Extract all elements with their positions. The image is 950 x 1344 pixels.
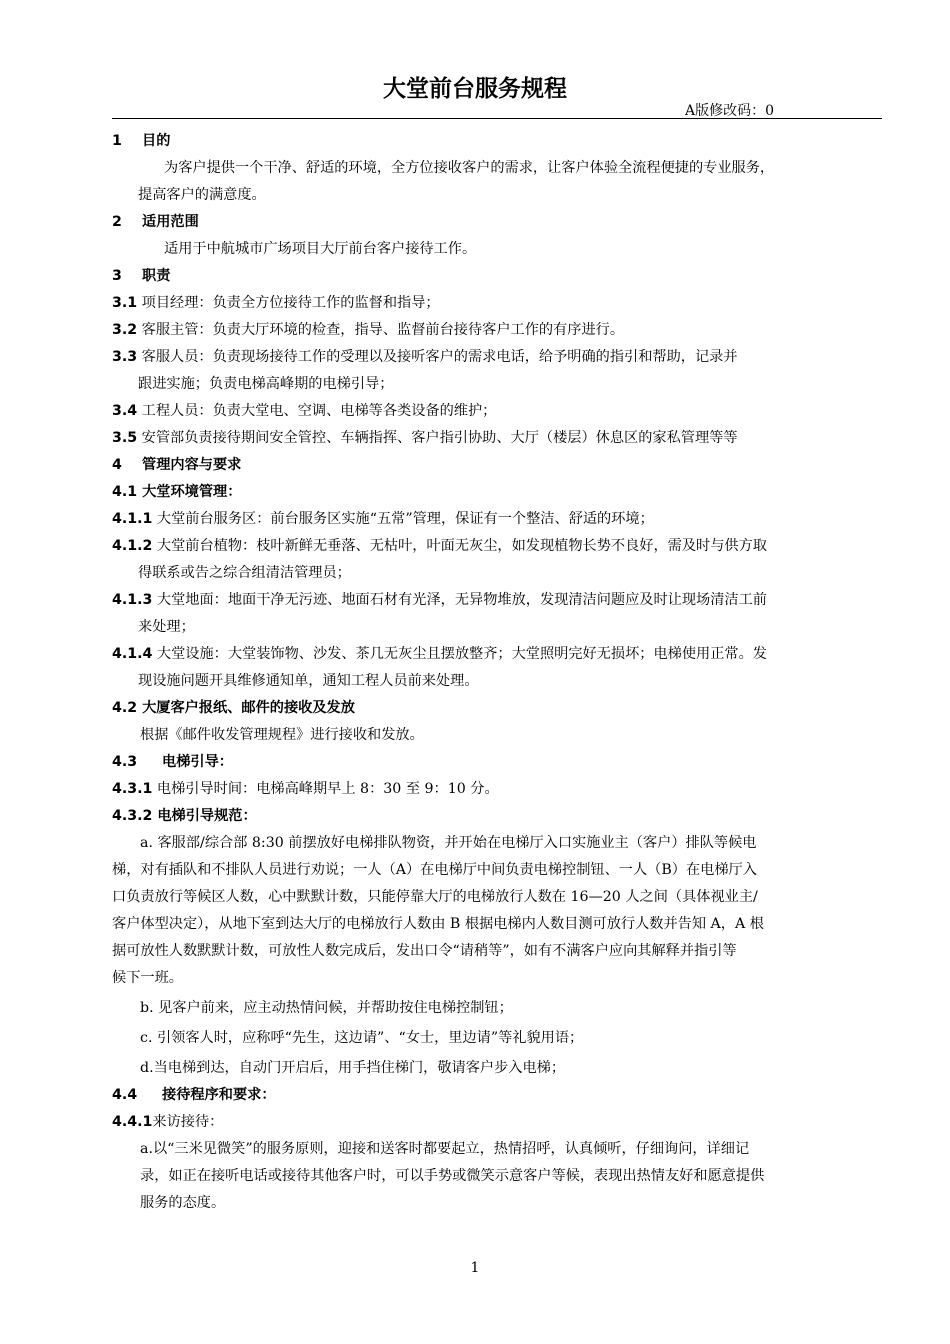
item-text: 大堂前台服务区：前台服务区实施“五常”管理，保证有一个整洁、舒适的环境；: [156, 511, 654, 527]
section-number: 4: [112, 457, 122, 473]
item-3-5: [112, 425, 887, 452]
item-number: 3.2: [112, 322, 138, 338]
subsection-4-1-heading: 4.1 大堂环境管理：: [112, 484, 242, 500]
document-body: [112, 128, 887, 1217]
item-number: 3.5: [112, 430, 138, 446]
section-1-heading: [112, 128, 887, 155]
item-number: 4.1.1: [112, 511, 153, 527]
item-text: 客服人员：负责现场接待工作的受理以及接听客户的需求电话，给予明确的指引和帮助，记录并: [141, 349, 738, 365]
paragraph-line: 服务的态度。: [140, 1195, 226, 1211]
page-number: 1: [470, 1260, 480, 1276]
item-4-1-3: [112, 587, 887, 614]
section-title: 接待程序和要求：: [162, 1087, 276, 1103]
paragraph-line: d.当电梯到达，自动门开启后，用手挡住梯门，敬请客户步入电梯；: [140, 1060, 566, 1076]
item-3-3: [112, 344, 887, 371]
paragraph-line: 根据《邮件收发管理规程》进行接收和发放。: [140, 727, 424, 743]
paragraph-line: 适用于中航城市广场项目大厅前台客户接待工作。: [164, 241, 477, 257]
paragraph-line: a.以“三米见微笑”的服务原则，迎接和送客时都要起立，热情招呼，认真倾听，仔细询问，详细记: [140, 1141, 750, 1157]
item-3-4: [112, 398, 887, 425]
paragraph-line: 录，如正在接听电话或接待其他客户时，可以手势或微笑示意客户等候，表现出热情友好和愿意提供: [140, 1168, 765, 1184]
item-4-3-2-heading: 4.3.2 电梯引导规范：: [112, 808, 257, 824]
item-continuation: 得联系或告之综合组清洁管理员；: [138, 565, 351, 581]
item-3-1: [112, 290, 887, 317]
paragraph-line: 口负责放行等候区人数，心中默默计数，只能停靠大厅的电梯放行人数在 16—20 人之间（具体视业主/: [112, 889, 758, 905]
paragraph-line: 据可放性人数默默计数，可放性人数完成后，发出口令“请稍等”，如有不满客户应向其解释并指引等: [112, 943, 737, 959]
paragraph-line: 为客户提供一个干净、舒适的环境，全方位接收客户的需求，让客户体验全流程便捷的专业服务，: [164, 160, 775, 176]
item-number: 3.1: [112, 295, 138, 311]
paragraph-line: 梯，对有插队和不排队人员进行劝说；一人（A）在电梯厅中间负责电梯控制钮、一人（B）在电梯厅入: [112, 862, 757, 878]
item-number: 3.3: [112, 349, 138, 365]
item-4-1-2: [112, 533, 887, 560]
item-continuation: 来处理；: [138, 619, 195, 635]
section-number: 4.4: [112, 1087, 138, 1103]
document-title: 大堂前台服务规程: [383, 76, 567, 102]
item-text: 电梯引导时间：电梯高峰期早上 8：30 至 9：10 分。: [156, 781, 499, 797]
item-4-3-1: [112, 776, 887, 803]
section-4-heading: [112, 452, 887, 479]
revision-code: A版修改码：0: [685, 103, 775, 119]
paragraph-line: c. 引领客人时，应称呼“先生，这边请”、“女士，里边请”等礼貌用语；: [140, 1030, 584, 1046]
paragraph-line: 候下一班。: [112, 970, 183, 986]
section-number: 2: [112, 214, 122, 230]
item-4-1-1: [112, 506, 887, 533]
section-number: 3: [112, 268, 122, 284]
section-title: 电梯引导：: [162, 754, 233, 770]
item-4-1-4: [112, 641, 887, 668]
item-number: 4.4.1: [112, 1114, 153, 1130]
item-text: 大堂地面：地面干净无污迹、地面石材有光泽，无异物堆放，发现清洁问题应及时让现场清洁工前: [156, 592, 767, 608]
section-number: 1: [112, 133, 122, 149]
item-number: 4.3.1: [112, 781, 153, 797]
item-3-2: [112, 317, 887, 344]
item-4-4-1: [112, 1109, 887, 1136]
section-title: 管理内容与要求: [142, 457, 242, 473]
item-text: 工程人员：负责大堂电、空调、电梯等各类设备的维护；: [141, 403, 497, 419]
item-text: 大堂前台植物：枝叶新鲜无垂落、无枯叶，叶面无灰尘，如发现植物长势不良好，需及时与供方取: [156, 538, 767, 554]
item-text: 来访接待：: [152, 1114, 224, 1130]
subsection-4-2-heading: 4.2 大厦客户报纸、邮件的接收及发放: [112, 700, 355, 716]
paragraph-line: 提高客户的满意度。: [138, 187, 266, 203]
paragraph-line: b. 见客户前来，应主动热情问候，并帮助按住电梯控制钮；: [140, 1000, 513, 1016]
subsection-4-3-heading: [112, 749, 887, 776]
item-text: 安管部负责接待期间安全管控、车辆指挥、客户指引协助、大厅（楼层）休息区的家私管理等等: [141, 430, 738, 446]
section-number: 4.3: [112, 754, 138, 770]
section-title: 职责: [142, 268, 171, 284]
item-number: 4.1.2: [112, 538, 153, 554]
section-2-heading: [112, 209, 887, 236]
section-title: 目的: [142, 133, 171, 149]
header-rule: [112, 118, 882, 119]
item-text: 大堂设施：大堂装饰物、沙发、茶几无灰尘且摆放整齐；大堂照明完好无损坏；电梯使用正常。发: [156, 646, 767, 662]
section-3-heading: [112, 263, 887, 290]
paragraph-line: 客户体型决定），从地下室到达大厅的电梯放行人数由 B 根据电梯内人数目测可放行人数并告知 A，A 根: [112, 916, 764, 932]
paragraph-line: a. 客服部/综合部 8:30 前摆放好电梯排队物资，并开始在电梯厅入口实施业主（客户）排队等候电: [140, 835, 757, 851]
item-number: 4.1.3: [112, 592, 153, 608]
section-title: 适用范围: [142, 214, 199, 230]
item-number: 4.1.4: [112, 646, 153, 662]
item-text: 客服主管：负责大厅环境的检查，指导、监督前台接待客户工作的有序进行。: [141, 322, 625, 338]
subsection-4-4-heading: [112, 1082, 887, 1109]
item-number: 3.4: [112, 403, 138, 419]
item-text: 项目经理：负责全方位接待工作的监督和指导；: [141, 295, 440, 311]
item-continuation: 跟进实施；负责电梯高峰期的电梯引导；: [138, 376, 394, 392]
item-continuation: 现设施问题开具维修通知单，通知工程人员前来处理。: [138, 673, 479, 689]
